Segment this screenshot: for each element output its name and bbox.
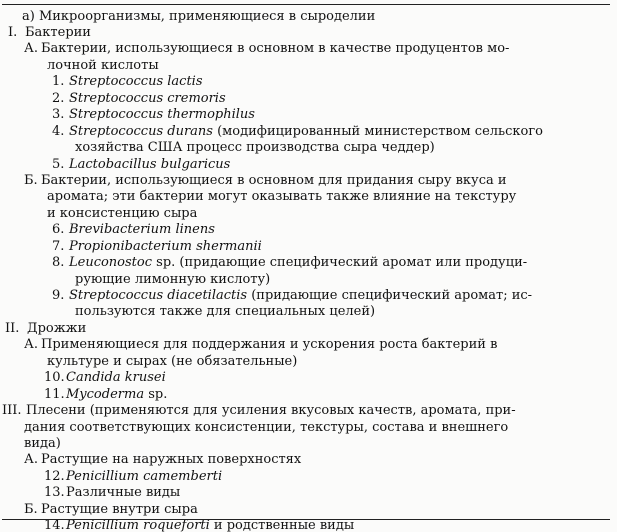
species-name: Streptococcus lactis (69, 74, 203, 90)
text-segment: пользуются также для специальных целей) (75, 304, 376, 320)
species-name: Mycoderma (66, 386, 145, 402)
item-marker: Б. (24, 501, 38, 517)
item-marker: А. (24, 452, 38, 468)
species-name: Leuconostoc (69, 255, 153, 271)
outline-line (0, 173, 617, 189)
outline-line (0, 140, 617, 156)
species-name: Candida krusei (66, 370, 166, 386)
outline-line (0, 354, 617, 370)
outline-line (0, 25, 617, 41)
outline-line (0, 239, 617, 255)
line-text (41, 337, 497, 353)
item-marker: 8. (52, 255, 65, 271)
line-text (69, 255, 527, 271)
outline-line (0, 272, 617, 288)
line-text (66, 370, 166, 386)
line-text (69, 107, 255, 123)
text-segment: sp. (придающие специфический аромат или продуци- (152, 255, 528, 271)
text-segment: дания соответствующих консистенции, текстуры, состава и внешнего (24, 419, 509, 435)
item-marker: 4. (52, 123, 65, 139)
top-rule (2, 4, 610, 5)
text-segment: аромата; эти бактерии могут оказывать также влияние на текстуру (47, 189, 517, 205)
item-marker: 12. (44, 468, 65, 484)
item-marker: 10. (44, 370, 65, 386)
item-marker: 14. (44, 518, 65, 532)
line-text (26, 403, 516, 419)
line-text (69, 91, 226, 107)
species-name: Streptococcus durans (69, 123, 213, 139)
text-segment: Бактерии, использующиеся в основном для придания сыру вкуса и (41, 172, 507, 188)
outline-line (0, 157, 617, 173)
outline-line (0, 74, 617, 90)
species-name: Penicillium camemberti (66, 468, 223, 484)
item-marker: 11. (44, 386, 65, 402)
item-marker: II. (5, 320, 20, 336)
caption: а) Микроорганизмы, применяющиеся в сыроделии (22, 9, 376, 24)
outline-line (0, 124, 617, 140)
line-text (41, 502, 198, 518)
text-segment: Бактерии, использующиеся в основном в качестве продуцентов мо- (41, 41, 510, 57)
outline-line (0, 387, 617, 403)
text-segment: (придающие специфический аромат; ис- (247, 288, 533, 303)
outline-line (0, 58, 617, 74)
line-text (47, 206, 197, 222)
line-text (24, 420, 508, 436)
species-name: Penicillium roqueforti (66, 518, 210, 532)
species-name: Brevibacterium linens (69, 222, 215, 238)
outline-line (0, 107, 617, 123)
text-segment: Применяющиеся для поддержания и ускорения роста бактерий в (41, 337, 498, 353)
line-text (41, 41, 509, 57)
text-segment: рующие лимонную кислоту) (75, 271, 271, 287)
item-marker: 5. (52, 156, 65, 172)
outline-line (0, 518, 617, 532)
outline-line (0, 304, 617, 320)
text-segment: Бактерии (25, 25, 91, 40)
item-marker: III. (2, 403, 22, 419)
item-marker: 7. (52, 238, 65, 254)
line-text (66, 387, 167, 403)
outline-line (0, 222, 617, 238)
text-segment: Растущие внутри сыра (41, 501, 198, 517)
line-text (66, 485, 180, 501)
item-marker: 1. (52, 74, 65, 90)
line-text (27, 321, 86, 337)
text-segment: вида) (24, 435, 61, 451)
bottom-rule (2, 519, 610, 520)
line-text (69, 74, 203, 90)
line-text (47, 58, 159, 74)
line-text (75, 140, 435, 156)
item-marker: Б. (24, 172, 38, 188)
line-text (69, 288, 532, 304)
line-text (66, 469, 222, 485)
text-segment: и родственные виды (209, 518, 355, 532)
line-text (47, 189, 516, 205)
species-name: Propionibacterium shermanii (69, 238, 262, 254)
outline-line (0, 403, 617, 419)
item-marker: 6. (52, 222, 65, 238)
line-text (69, 124, 543, 140)
outline-line (0, 41, 617, 57)
text-segment: хозяйства США процесс производства сыра чеддер) (75, 140, 435, 156)
line-text (69, 157, 230, 173)
line-text (41, 173, 507, 189)
item-marker: I. (8, 25, 18, 40)
line-text (47, 354, 297, 370)
outline-line (0, 255, 617, 271)
line-text (25, 25, 91, 41)
item-marker: 13. (44, 485, 65, 501)
text-segment: лочной кислоты (47, 57, 159, 73)
species-name: Streptococcus cremoris (69, 90, 226, 106)
outline-line (0, 189, 617, 205)
outline-line (0, 370, 617, 386)
line-text (75, 304, 375, 320)
outline-line (0, 420, 617, 436)
line-text (69, 239, 262, 255)
outline-line (0, 469, 617, 485)
outline-line (0, 485, 617, 501)
outline-line (0, 502, 617, 518)
item-marker: 3. (52, 107, 65, 123)
item-marker: А. (24, 337, 38, 353)
line-text (69, 222, 215, 238)
text-segment: культуре и сырах (не обязательные) (47, 353, 298, 369)
line-text (66, 518, 354, 532)
line-text (24, 436, 61, 452)
species-name: Streptococcus thermophilus (69, 107, 255, 123)
line-text (41, 452, 301, 468)
text-segment: (модифицированный министерством сельского (212, 123, 543, 139)
text-segment: Дрожжи (27, 320, 87, 336)
outline-line (0, 206, 617, 222)
outline-line (0, 91, 617, 107)
outline-line (0, 452, 617, 468)
item-marker: А. (24, 41, 38, 57)
item-marker: 9. (52, 288, 65, 303)
item-marker: 2. (52, 90, 65, 106)
species-name: Streptococcus diacetilactis (69, 288, 248, 303)
outline-line (0, 337, 617, 353)
outline-line (0, 288, 617, 304)
species-name: Lactobacillus bulgaricus (69, 156, 231, 172)
outline-line (0, 321, 617, 337)
text-segment: Растущие на наружных поверхностях (41, 452, 302, 468)
outline-line (0, 436, 617, 452)
outline-list (0, 25, 617, 532)
text-segment: sp. (144, 386, 168, 402)
text-segment: и консистенцию сыра (47, 205, 198, 221)
line-text (75, 272, 270, 288)
text-segment: Плесени (применяются для усиления вкусовых качеств, аромата, при- (26, 403, 516, 419)
text-segment: Различные виды (66, 485, 181, 501)
